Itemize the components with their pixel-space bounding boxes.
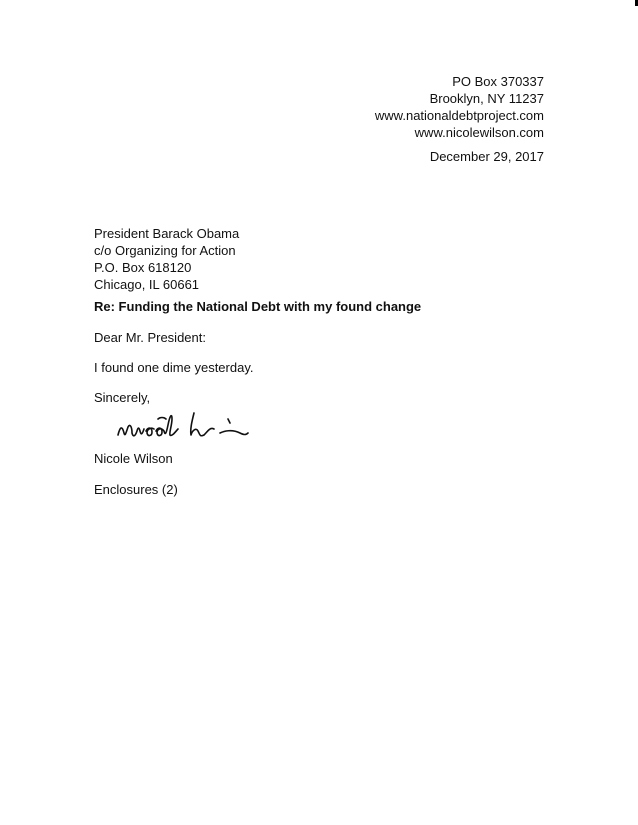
letter-date: December 29, 2017 <box>429 149 544 164</box>
recipient-address-block <box>94 225 239 293</box>
handwritten-signature <box>112 405 272 445</box>
recipient-name: President Barack Obama <box>94 226 240 241</box>
sender-address-line2: Brooklyn, NY 11237 <box>429 91 544 106</box>
salutation: Dear Mr. President: <box>94 330 206 345</box>
sender-address-line1: PO Box 370337 <box>452 74 544 89</box>
sender-address-block <box>375 73 544 141</box>
subject-line: Re: Funding the National Debt with my found change <box>94 299 422 314</box>
closing: Sincerely, <box>94 390 151 405</box>
sender-website-1: www.nationaldebtproject.com <box>374 108 544 123</box>
recipient-address-line1: P.O. Box 618120 <box>94 260 192 275</box>
recipient-organization: c/o Organizing for Action <box>94 243 236 258</box>
recipient-address-line2: Chicago, IL 60661 <box>94 277 200 292</box>
enclosures-note: Enclosures (2) <box>94 482 178 497</box>
sender-website-2: www.nicolewilson.com <box>414 125 544 140</box>
sender-name: Nicole Wilson <box>94 451 173 466</box>
letter-body: I found one dime yesterday. <box>94 360 254 375</box>
